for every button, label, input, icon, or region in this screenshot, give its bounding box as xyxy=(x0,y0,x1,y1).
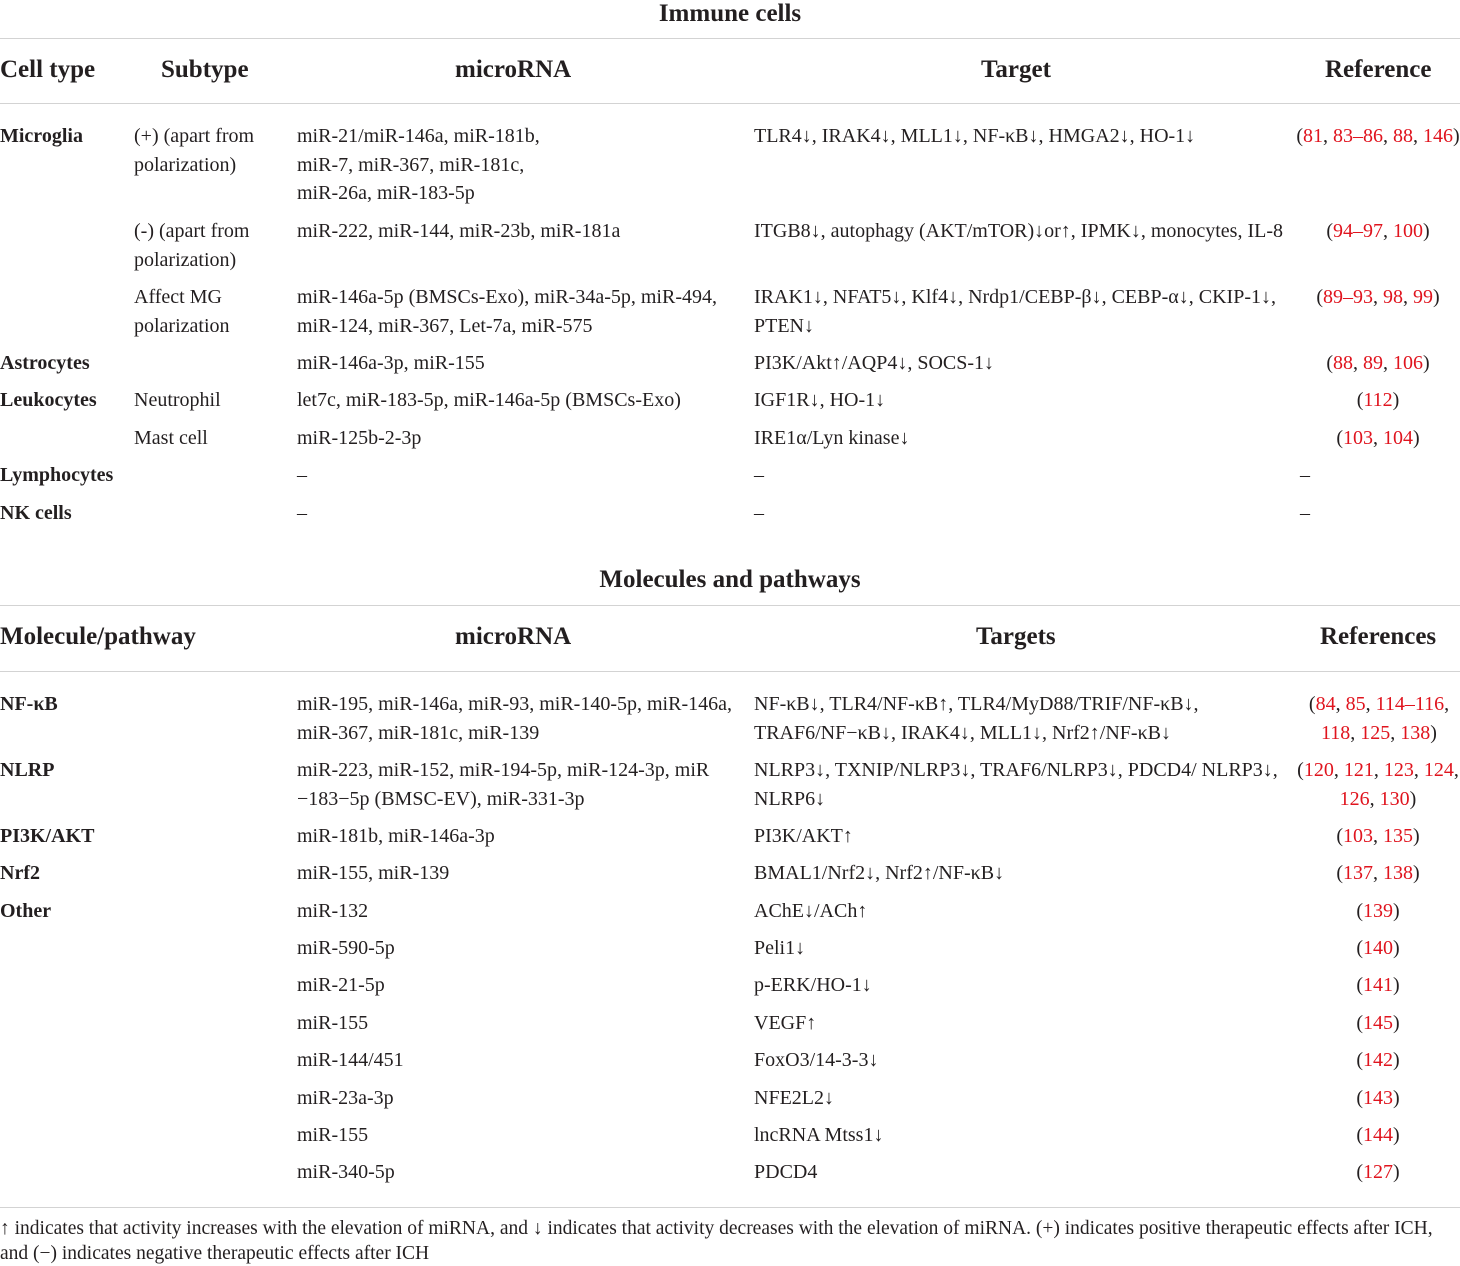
reference-link[interactable]: 137 xyxy=(1343,862,1373,884)
reference-link[interactable]: 103 xyxy=(1343,427,1373,449)
reference-link[interactable]: 88 xyxy=(1393,125,1413,147)
reference-link[interactable]: 126 xyxy=(1339,787,1370,810)
reference-link[interactable]: 123 xyxy=(1383,759,1414,781)
cell-type: Lymphocytes xyxy=(0,464,114,486)
header-references: References xyxy=(1320,623,1437,650)
header-target: Target xyxy=(981,56,1051,83)
header-subtype: Subtype xyxy=(161,56,249,83)
microrna-cell: miR-144/451 xyxy=(297,1049,404,1071)
reference-cell: (139) xyxy=(1356,900,1400,922)
reference-cell: (144) xyxy=(1356,1124,1400,1146)
microrna-cell: miR-21-5p xyxy=(297,974,385,996)
reference-link[interactable]: 85 xyxy=(1345,693,1366,715)
molecules-section-title: Molecules and pathways xyxy=(599,566,861,593)
reference-cell: (141) xyxy=(1356,974,1400,996)
target-cell: lncRNA Mtss1↓ xyxy=(754,1124,884,1146)
reference-link[interactable]: 81 xyxy=(1303,125,1323,147)
target-cell: ITGB8↓, autophagy (AKT/mTOR)↓or↑, IPMK↓, monocytes, IL-8 xyxy=(754,220,1284,242)
reference-link[interactable]: 144 xyxy=(1363,1124,1393,1146)
reference-cell: – xyxy=(1300,502,1310,524)
reference-cell: (103, 135) xyxy=(1336,825,1420,847)
immune-top-rule xyxy=(0,38,1460,39)
reference-link[interactable]: 99 xyxy=(1413,286,1433,308)
molecule-cell: NF-κB xyxy=(0,693,58,715)
reference-cell: – xyxy=(1300,464,1310,486)
reference-cell: (112) xyxy=(1356,389,1400,411)
microrna-cell: miR-125b-2-3p xyxy=(297,427,422,449)
molecule-cell: PI3K/AKT xyxy=(0,825,95,847)
reference-link[interactable]: 138 xyxy=(1383,862,1413,884)
reference-cell: (81, 83–86, 88, 146) xyxy=(1296,125,1460,147)
target-cell: IRAK1↓, NFAT5↓, Klf4↓, Nrdp1/CEBP-β↓, CEBP-α↓, CKIP-1↓, PTEN↓ xyxy=(754,286,1276,337)
reference-link[interactable]: 138 xyxy=(1400,721,1431,744)
reference-link[interactable]: 104 xyxy=(1383,427,1413,449)
reference-cell: (89–93, 98, 99) xyxy=(1316,286,1440,308)
reference-cell: (140) xyxy=(1356,937,1400,959)
reference-cell: (94–97, 100) xyxy=(1326,220,1430,242)
microrna-cell: miR-155, miR-139 xyxy=(297,862,450,884)
reference-cell: (103, 104) xyxy=(1336,427,1420,449)
reference-link[interactable]: 146 xyxy=(1423,125,1453,147)
microrna-cell: miR-195, miR-146a, miR-93, miR-140-5p, miR-146a, miR-367, miR-181c, miR-139 xyxy=(297,693,732,744)
reference-cell: (145) xyxy=(1356,1012,1400,1034)
cell-type: Leukocytes xyxy=(0,389,97,411)
target-cell: p-ERK/HO-1↓ xyxy=(754,974,872,996)
molecule-cell: NLRP xyxy=(0,759,55,781)
microrna-cell: miR-21/miR-146a, miR-181b, miR-7, miR-367, miR-181c, miR-26a, miR-183-5p xyxy=(297,125,540,204)
reference-link[interactable]: 142 xyxy=(1363,1049,1393,1071)
target-cell: BMAL1/Nrf2↓, Nrf2↑/NF-κB↓ xyxy=(754,862,1005,884)
target-cell: – xyxy=(754,502,764,524)
target-cell: AChE↓/ACh↑ xyxy=(754,900,868,922)
reference-link[interactable]: 100 xyxy=(1393,220,1423,242)
reference-link[interactable]: 88 xyxy=(1333,352,1353,374)
reference-link[interactable]: 89 xyxy=(1363,352,1383,374)
reference-link[interactable]: 141 xyxy=(1363,974,1393,996)
microrna-cell: miR-132 xyxy=(297,900,369,922)
reference-link[interactable]: 120 xyxy=(1303,759,1334,781)
target-cell: PI3K/AKT↑ xyxy=(754,825,853,847)
reference-link[interactable]: 145 xyxy=(1363,1012,1393,1034)
microrna-cell: – xyxy=(297,502,307,524)
reference-link[interactable]: 125 xyxy=(1360,721,1391,744)
subtype: Neutrophil xyxy=(134,389,221,411)
reference-cell: (142) xyxy=(1356,1049,1400,1071)
header-molecule: Molecule/pathway xyxy=(0,623,196,650)
reference-link[interactable]: 112 xyxy=(1363,389,1393,411)
table-footnote: ↑ indicates that activity increases with the elevation of miRNA, and ↓ indicates that activity decreases with the elevation of miRNA. (+) indicates positive therapeutic effects after ICH, and (−) indicates negative therapeutic effects after ICH xyxy=(0,1218,1433,1264)
reference-link[interactable]: 127 xyxy=(1363,1161,1393,1183)
reference-link[interactable]: 135 xyxy=(1383,825,1413,847)
reference-link[interactable]: 124 xyxy=(1423,759,1454,781)
reference-link[interactable]: 103 xyxy=(1343,825,1373,847)
microrna-cell: miR-223, miR-152, miR-194-5p, miR-124-3p, miR −183−5p (BMSC-EV), miR-331-3p xyxy=(297,759,710,810)
target-cell: IGF1R↓, HO-1↓ xyxy=(754,389,886,411)
reference-link[interactable]: 139 xyxy=(1363,900,1393,922)
target-cell: PDCD4 xyxy=(754,1161,818,1183)
reference-cell: (137, 138) xyxy=(1336,862,1420,884)
reference-cell: (84, 85, 114–116, 118, 125, 138) xyxy=(1308,693,1450,744)
target-cell: FoxO3/14-3-3↓ xyxy=(754,1049,879,1071)
reference-cell: (127) xyxy=(1356,1161,1400,1183)
reference-link[interactable]: 94–97 xyxy=(1333,220,1383,242)
reference-link[interactable]: 84 xyxy=(1315,693,1336,715)
reference-link[interactable]: 114–116 xyxy=(1375,693,1445,715)
cell-type: Astrocytes xyxy=(0,352,90,374)
molecule-cell: Nrf2 xyxy=(0,862,40,884)
header-cell-type: Cell type xyxy=(0,56,96,83)
microrna-cell: miR-340-5p xyxy=(297,1161,395,1183)
microrna-cell: let7c, miR-183-5p, miR-146a-5p (BMSCs-Exo) xyxy=(297,389,681,411)
microrna-cell: miR-155 xyxy=(297,1012,369,1034)
cell-type: NK cells xyxy=(0,502,72,524)
reference-link[interactable]: 121 xyxy=(1343,759,1374,781)
reference-link[interactable]: 143 xyxy=(1363,1087,1393,1109)
microrna-cell: – xyxy=(297,464,307,486)
target-cell: Peli1↓ xyxy=(754,937,806,959)
bottom-rule xyxy=(0,1207,1460,1208)
microrna-cell: miR-181b, miR-146a-3p xyxy=(297,825,495,847)
immune-section-title: Immune cells xyxy=(658,0,802,27)
reference-link[interactable]: 140 xyxy=(1363,937,1393,959)
subtype: (+) (apart from polarization) xyxy=(134,125,255,176)
microrna-cell: miR-155 xyxy=(297,1124,369,1146)
immune-header-rule xyxy=(0,103,1460,104)
target-cell: PI3K/Akt↑/AQP4↓, SOCS-1↓ xyxy=(754,352,995,374)
header-reference: Reference xyxy=(1325,56,1432,83)
target-cell: VEGF↑ xyxy=(754,1012,817,1034)
subtype: Mast cell xyxy=(134,427,208,449)
reference-link[interactable]: 130 xyxy=(1379,787,1410,810)
target-cell: – xyxy=(754,464,764,486)
microrna-cell: miR-222, miR-144, miR-23b, miR-181a xyxy=(297,220,621,242)
header-targets: Targets xyxy=(976,623,1056,650)
molecules-top-rule xyxy=(0,605,1460,606)
reference-link[interactable]: 118 xyxy=(1321,721,1351,744)
reference-link[interactable]: 98 xyxy=(1383,286,1403,308)
target-cell: NF-κB↓, TLR4/NF-κB↑, TLR4/MyD88/TRIF/NF-κB↓, TRAF6/NF−κB↓, IRAK4↓, MLL1↓, Nrf2↑/NF-κB↓ xyxy=(754,693,1199,744)
microrna-cell: miR-23a-3p xyxy=(297,1087,394,1109)
molecules-header-rule xyxy=(0,671,1460,672)
target-cell: TLR4↓, IRAK4↓, MLL1↓, NF-κB↓, HMGA2↓, HO-1↓ xyxy=(754,125,1196,147)
cell-type: Microglia xyxy=(0,125,83,147)
reference-cell: (143) xyxy=(1356,1087,1400,1109)
molecule-cell: Other xyxy=(0,900,52,922)
target-cell: NLRP3↓, TXNIP/NLRP3↓, TRAF6/NLRP3↓, PDCD4/ NLRP3↓, NLRP6↓ xyxy=(754,759,1278,810)
microrna-cell: miR-590-5p xyxy=(297,937,395,959)
reference-link[interactable]: 106 xyxy=(1393,352,1423,374)
subtype: (-) (apart from polarization) xyxy=(134,220,250,271)
header-microrna: microRNA xyxy=(455,56,572,83)
target-cell: NFE2L2↓ xyxy=(754,1087,834,1109)
reference-link[interactable]: 83–86 xyxy=(1333,125,1383,147)
reference-cell: (88, 89, 106) xyxy=(1326,352,1430,374)
reference-cell: (120, 121, 123, 124, 126, 130) xyxy=(1297,759,1459,810)
subtype: Affect MG polarization xyxy=(134,286,230,337)
header-microrna-2: microRNA xyxy=(455,623,572,650)
microrna-cell: miR-146a-3p, miR-155 xyxy=(297,352,485,374)
microrna-cell: miR-146a-5p (BMSCs-Exo), miR-34a-5p, miR-494, miR-124, miR-367, Let-7a, miR-575 xyxy=(297,286,717,337)
target-cell: IRE1α/Lyn kinase↓ xyxy=(754,427,910,449)
reference-link[interactable]: 89–93 xyxy=(1323,286,1373,308)
